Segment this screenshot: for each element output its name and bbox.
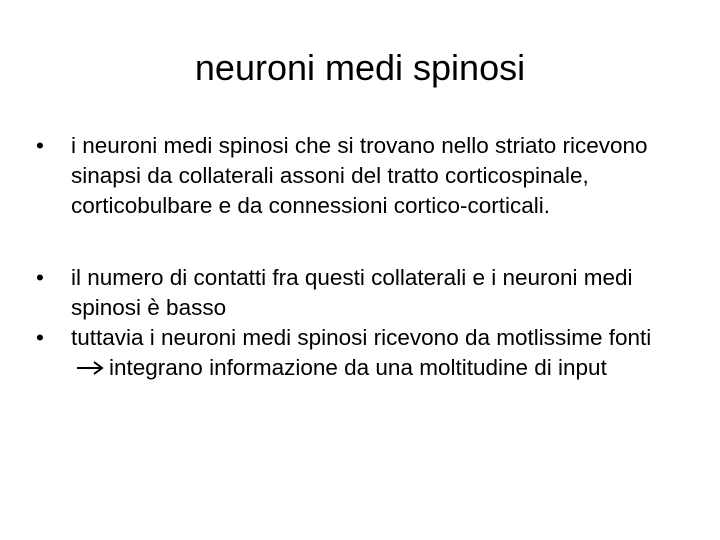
bullet-item: [36, 323, 686, 383]
bullet-list: [36, 131, 686, 383]
bullet-item: [36, 131, 686, 221]
bullet-item: [36, 263, 686, 323]
bullet-text-before-arrow: tuttavia i neuroni medi spinosi ricevono da motlissime fonti: [71, 325, 652, 350]
bullet-dot-icon: •: [36, 265, 44, 290]
bullet-text-after-arrow: integrano informazione da una moltitudine di input: [109, 355, 607, 380]
bullet-dot-icon: •: [36, 133, 44, 158]
right-arrow-icon: [75, 360, 105, 376]
bullet-text: il numero di contatti fra questi collaterali e i neuroni medi spinosi è basso: [71, 265, 633, 320]
slide-title: neuroni medi spinosi: [194, 47, 526, 88]
bullet-dot-icon: •: [36, 325, 44, 350]
bullet-text: i neuroni medi spinosi che si trovano nello striato ricevono sinapsi da collaterali assoni del tratto corticospinale, corticobulbare e da connessioni cortico-corticali.: [71, 133, 648, 218]
